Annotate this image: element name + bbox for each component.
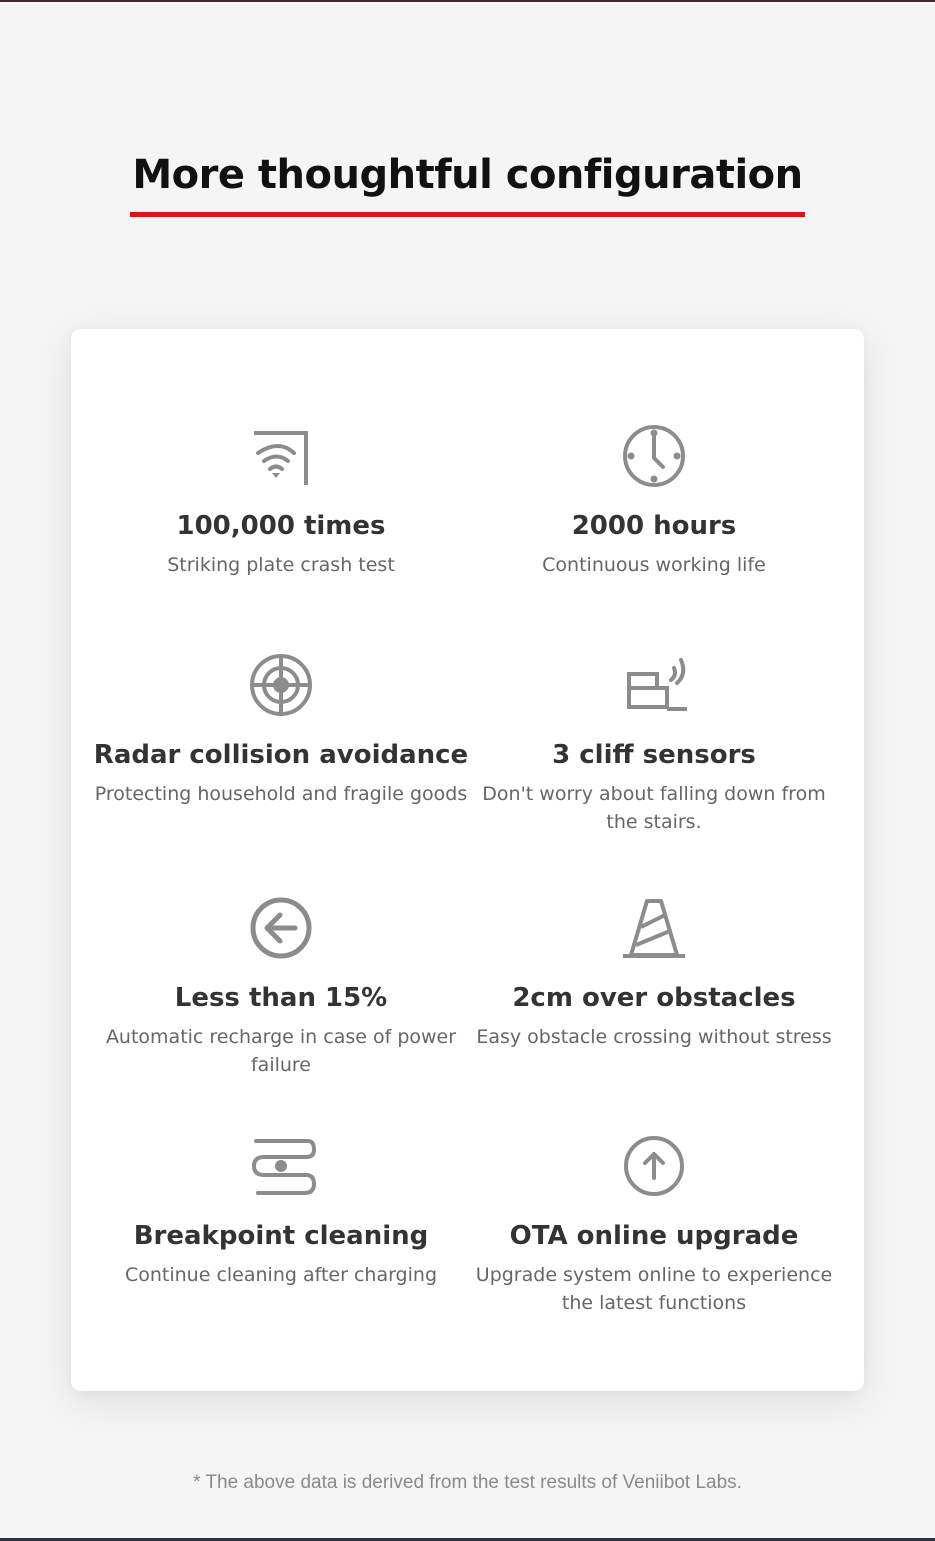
feature-desc: Easy obstacle crossing without stress [476, 1026, 832, 1048]
footnote: * The above data is derived from the test results of Veniibot Labs. [193, 1472, 742, 1493]
feature-cliff-sensors [456, 650, 852, 836]
feature-title: 2000 hours [571, 511, 737, 541]
feature-desc: Upgrade system online to experience the latest functions [475, 1264, 833, 1314]
traffic-cone-icon [619, 893, 689, 963]
feature-working-life [456, 421, 852, 579]
feature-title: 3 cliff sensors [552, 740, 756, 770]
feature-breakpoint [83, 1131, 479, 1289]
breakpoint-lines-icon [246, 1131, 316, 1201]
feature-title: Radar collision avoidance [93, 740, 469, 770]
feature-desc: Protecting household and fragile goods [94, 783, 468, 805]
wifi-corner-icon [246, 421, 316, 491]
feature-desc: Continue cleaning after charging [124, 1264, 438, 1286]
features-card [71, 329, 864, 1391]
feature-title: OTA online upgrade [509, 1221, 799, 1251]
arrow-left-circle-icon [246, 893, 316, 963]
feature-desc: Continuous working life [542, 554, 766, 576]
feature-title: 100,000 times [176, 511, 386, 541]
top-border [0, 0, 935, 2]
feature-ota [456, 1131, 852, 1317]
clock-icon [619, 421, 689, 491]
feature-desc: Striking plate crash test [167, 554, 395, 576]
radar-target-icon [246, 650, 316, 720]
upload-circle-icon [619, 1131, 689, 1201]
feature-title: Breakpoint cleaning [133, 1221, 429, 1251]
feature-radar [83, 650, 479, 808]
cliff-sensor-icon [619, 650, 689, 720]
feature-desc: Don't worry about falling down from the stairs. [482, 783, 826, 833]
feature-desc: Automatic recharge in case of power failure [105, 1026, 457, 1076]
feature-title: 2cm over obstacles [512, 983, 796, 1013]
feature-crash-test [83, 421, 479, 579]
page-title: More thoughtful configuration [130, 150, 804, 217]
feature-recharge [83, 893, 479, 1079]
feature-obstacles [456, 893, 852, 1051]
heading-section [0, 150, 935, 217]
feature-title: Less than 15% [174, 983, 388, 1013]
